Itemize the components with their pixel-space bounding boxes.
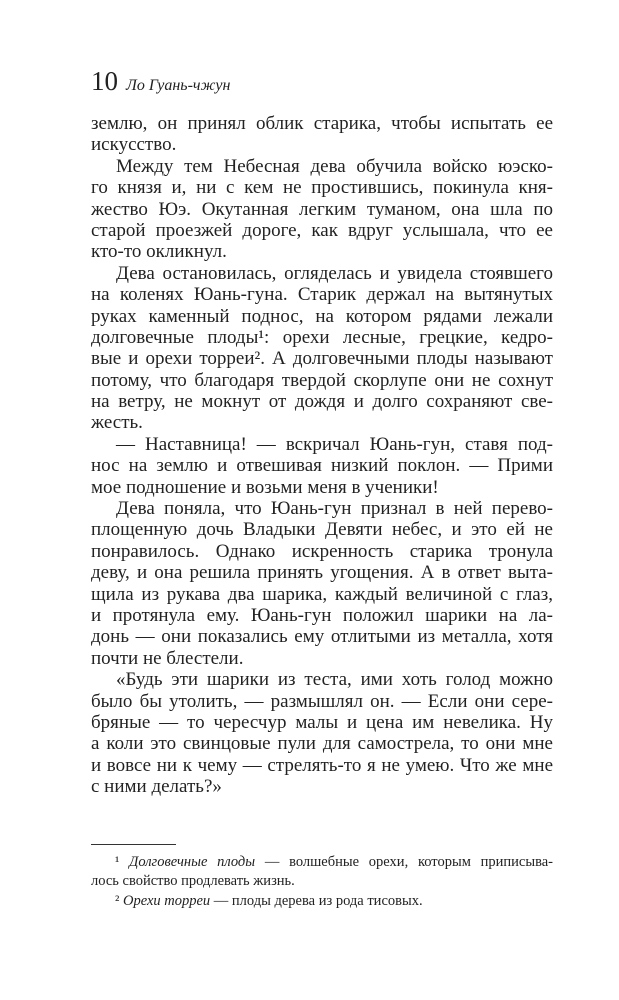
text-line: площенную дочь Владыки Девяти небес, и это ей не [91, 519, 553, 541]
text-line: на коленях Юань-гуна. Старик держал на вытянутых [91, 284, 553, 306]
footnote-1-text: — волшебные орехи, которым приписыва- [255, 854, 554, 870]
text-line: потому, что благодаря твердой скорлупе они не сохнут [91, 369, 553, 391]
body-text [91, 113, 553, 798]
text-line: го князя и, ни с кем не простившись, покинула кня- [91, 177, 553, 199]
text-line: и протянула ему. Юань-гун положил шарики на ла- [91, 604, 553, 626]
text-line: руках каменный поднос, на котором рядами лежали [91, 305, 553, 327]
footnote-divider [91, 844, 176, 845]
footnote-1-term: Долговечные плоды [129, 854, 256, 870]
text-line: щила из рукава два шарика, каждый величиной с глаз, [91, 583, 553, 605]
text-line: почти не блестели. [91, 647, 244, 669]
text-line: долговечные плоды¹: орехи лесные, грецкие, кедро- [91, 326, 553, 348]
footnote-2-number: ² [115, 893, 120, 909]
text-line: деву, и она решила принять угощения. А в ответ выта- [91, 562, 553, 584]
footnote-1-number: ¹ [115, 854, 120, 870]
text-line: а коли это свинцовые пули для самострела, то они мне [91, 733, 553, 755]
page-number: 10 [91, 66, 118, 96]
text-line: старой проезжей дороге, как вдруг услышала, что ее [91, 219, 553, 241]
text-line: Между тем Небесная дева обучила войско юэско- [116, 155, 553, 177]
running-header [91, 66, 230, 97]
text-line: искусство. [91, 134, 177, 156]
footnote-2-term: Орехи торреи [122, 893, 211, 909]
footnotes [91, 853, 553, 911]
text-line: жесть. [91, 412, 143, 434]
text-line: бряные — то чересчур малы и цена им невелика. Ну [91, 711, 553, 733]
text-line: кто-то окликнул. [91, 241, 227, 263]
text-line: — Наставница! — вскричал Юань-гун, ставя под- [116, 433, 553, 455]
text-line: «Будь эти шарики из теста, ими хоть голод можно [116, 669, 553, 691]
text-line: было бы утолить, — размышлял он. — Если они сере- [91, 690, 553, 712]
text-line: и вовсе ни к чему — стрелять-то я не умею. Что же мне [91, 754, 553, 776]
running-author: Ло Гуань-чжун [126, 77, 231, 94]
text-line: Дева поняла, что Юань-гун признал в ней перево- [116, 498, 553, 520]
text-line: землю, он принял облик старика, чтобы испытать ее [91, 113, 553, 134]
text-line: жество Юэ. Окутанная легким туманом, она шла по [91, 198, 553, 220]
footnote-2 [91, 892, 553, 911]
text-line: вые и орехи торреи². А долговечными плоды называют [91, 348, 553, 370]
text-line: нос на землю и отвешивая низкий поклон. — Прими [91, 455, 553, 477]
text-line: донь — они показались ему отлитыми из металла, хотя [91, 626, 553, 648]
footnote-1 [91, 853, 553, 872]
text-line: на ветру, не мокнут от дождя и долго сохраняют све- [91, 391, 553, 413]
text-line: понравилось. Однако искренность старика тронула [91, 540, 553, 562]
text-line: Дева остановилась, огляделась и увидела стоявшего [116, 262, 553, 284]
footnote-2-text: — плоды дерева из рода тисовых. [210, 893, 423, 909]
footnote-1-continuation: лось свойство продлевать жизнь. [91, 872, 295, 889]
text-line: мое подношение и возьми меня в ученики! [91, 476, 439, 498]
text-line: с ними делать?» [91, 776, 222, 798]
